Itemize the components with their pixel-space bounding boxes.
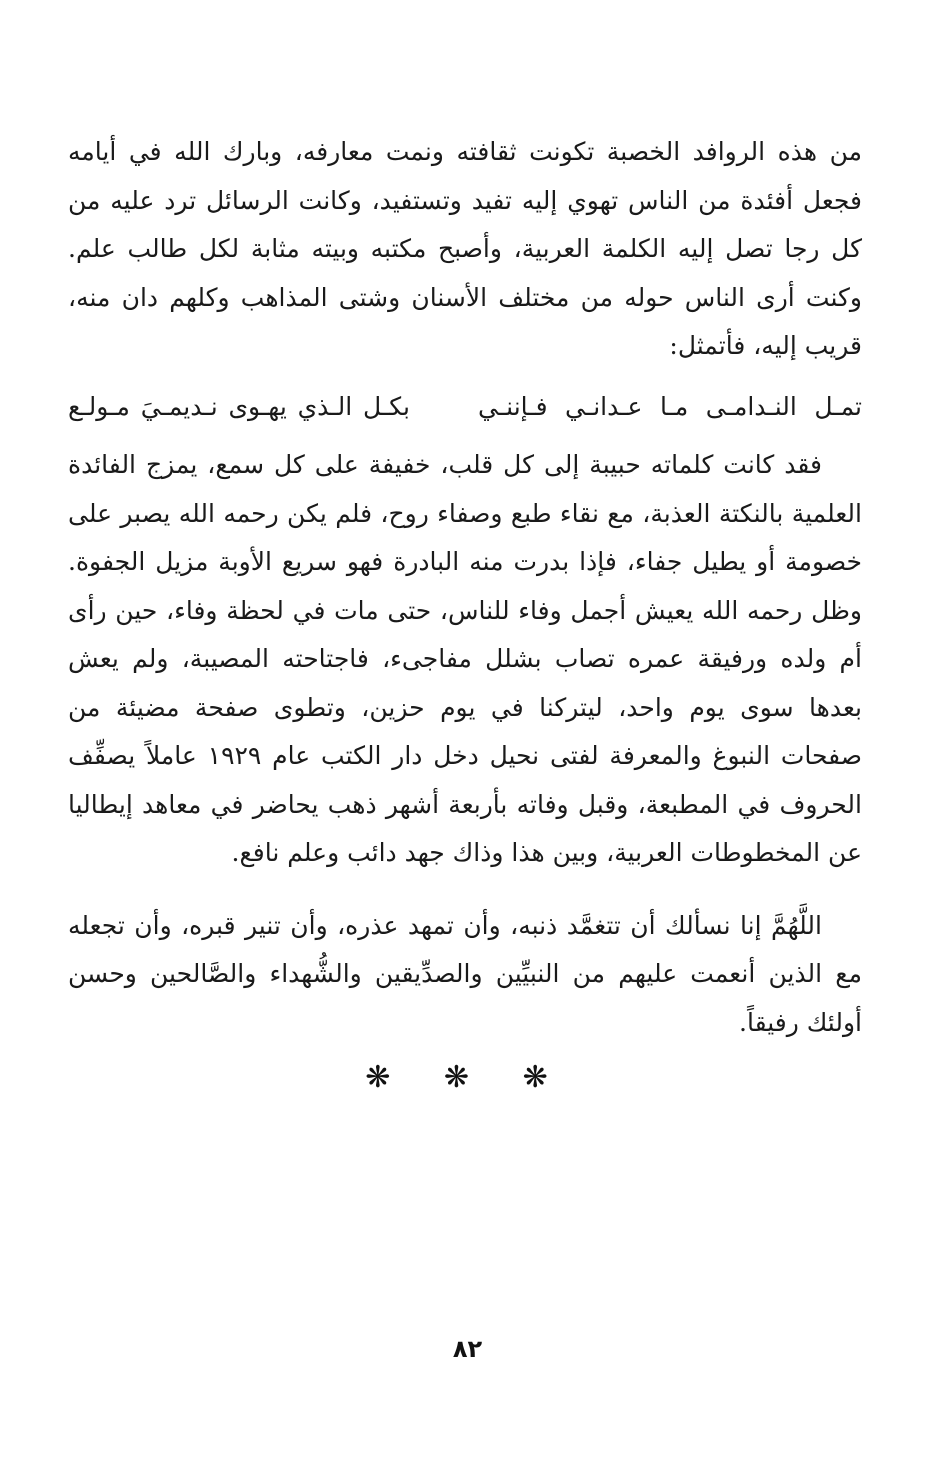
page-number: ٨٢	[452, 1335, 483, 1363]
page-body	[68, 128, 862, 1047]
paragraph-intro: من هذه الروافد الخصبة تكونت ثقافته ونمت معارفه، وبارك الله في أيامه فجعل أفئدة من الناس تهوي إليه تفيد وتستفيد، وكانت الرسائل ترد عليه من كل رجا تصل إليه الكلمة العربية، وأصبح مكتبه وبيته مثابة لكل طالب علم. وكنت أرى الناس حوله من مختلف الأسنان وشتى المذاهب وكلهم دان منه، قريب إليه، فأتمثل:	[68, 137, 862, 360]
section-separator-asterisks: ❋ ❋ ❋	[365, 1060, 570, 1095]
poem-first-hemistich: تمـل النـدامـى مـا عـدانـي فـإننـي	[478, 391, 862, 421]
paragraph-prayer: اللَّهُمَّ إنا نسألك أن تتغمَّد ذنبه، وأن تمهد عذره، وأن تنير قبره، وأن تجعله مع الذين أنعمت عليهم من النبيِّين والصدِّيقين والشُّهداء والصَّالحين وحسن أولئك رفيقاً.	[68, 910, 862, 1037]
poem-second-hemistich: بكـل الـذي يهـوى نـديمـيَ مـولـع	[68, 391, 410, 421]
poem-verse	[68, 383, 862, 432]
paragraph-biography: فقد كانت كلماته حبيبة إلى كل قلب، خفيفة على كل سمع، يمزج الفائدة العلمية بالنكتة العذبة، مع نقاء طبع وصفاء روح، فلم يكن رحمه الله يصبر على خصومة أو يطيل جفاء، فإذا بدرت منه البادرة فهو سريع الأوبة مزيل الجفوة. وظل رحمه الله يعيش أجمل وفاء للناس، حتى مات في لحظة وفاء، حين رأى أم ولده ورفيقة عمره تصاب بشلل مفاجىء، فاجتاحته المصيبة، ولم يعش بعدها سوى يوم واحد، ليتركنا في يوم حزين، وتطوى صفحة مضيئة من صفحات النبوغ والمعرفة لفتى نحيل دخل دار الكتب عام ١٩٢٩ عاملاً يصفِّف الحروف في المطبعة، وقبل وفاته بأربعة أشهر ذهب يحاضر في معاهد إيطاليا عن المخطوطات العربية، وبين هذا وذاك جهد دائب وعلم نافع.	[68, 450, 862, 867]
